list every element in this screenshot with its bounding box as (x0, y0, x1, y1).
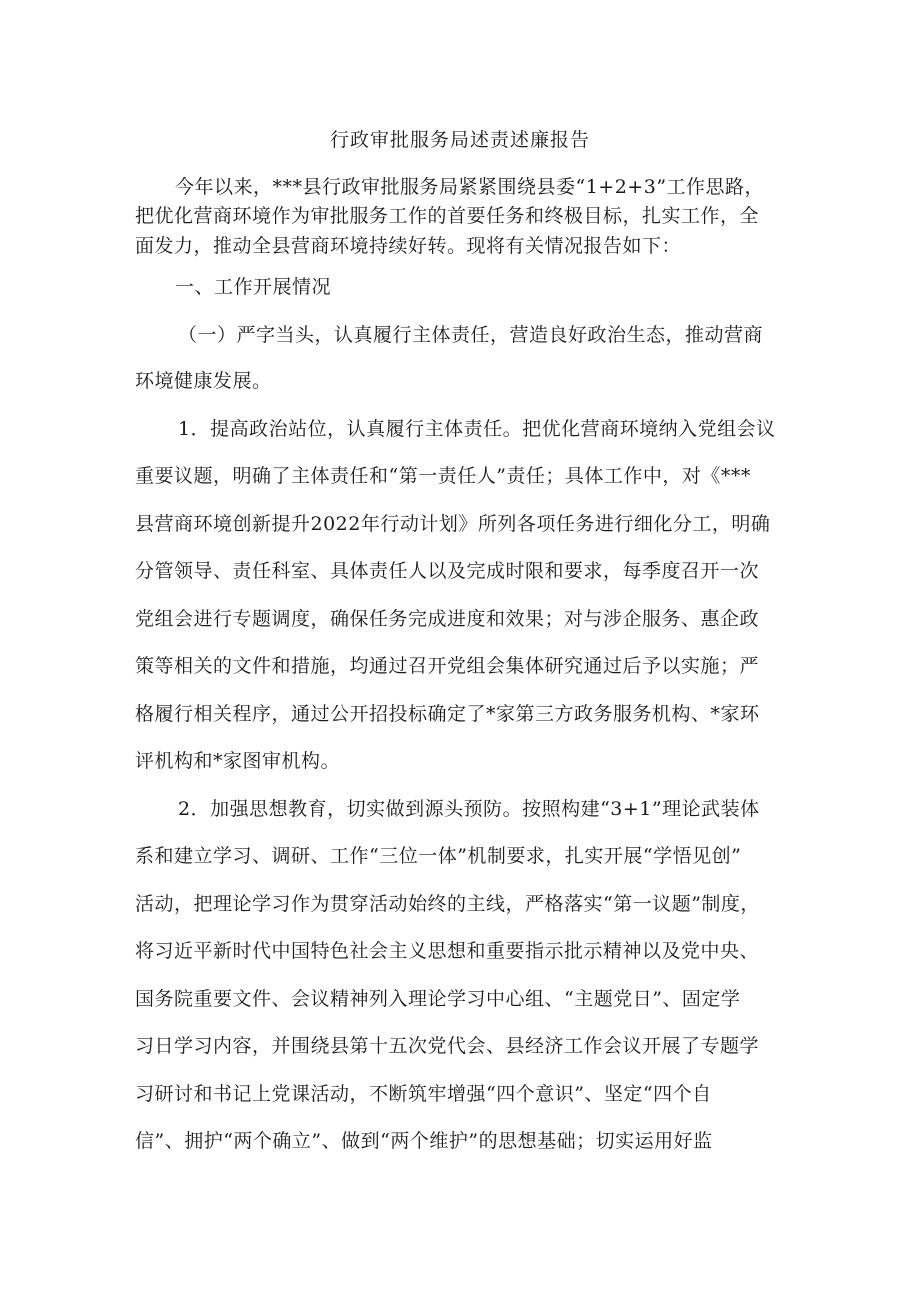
item1-line-2: 重要议题，明确了主体责任和“第一责任人”责任；具体工作中，对《*** (135, 465, 751, 487)
subsection-line-2: 环境健康发展。 (135, 370, 272, 392)
document-title: 行政审批服务局述责述廉报告 (329, 129, 590, 151)
intro-line-2: 把优化营商环境作为审批服务工作的首要任务和终极目标，扎实工作，全 (135, 205, 760, 227)
item1-line-4: 分管领导、责任科室、具体责任人以及完成时限和要求，每季度召开一次 (135, 560, 760, 582)
item1-line-3: 县营商环境创新提升2022年行动计划》所列各项任务进行细化分工，明确 (135, 513, 771, 535)
item2-line-3: 活动，把理论学习作为贯穿活动始终的主线，严格落实“第一议题”制度， (135, 893, 760, 915)
intro-line-3: 面发力，推动全县营商环境持续好转。现将有关情况报告如下： (135, 235, 682, 257)
item1-line-7: 格履行相关程序，通过公开招投标确定了*家第三方政务服务机构、*家环 (135, 703, 760, 725)
intro-line-1: 今年以来，***县行政审批服务局紧紧围绕县委“1+2+3”工作思路， (175, 176, 765, 198)
item1-line-6: 策等相关的文件和措施，均通过召开党组会集体研究通过后予以实施；严 (135, 655, 760, 677)
subsection-line-1: （一）严字当头，认真履行主体责任，营造良好政治生态，推动营商 (178, 324, 764, 346)
item2-line-5: 国务院重要文件、会议精神列入理论学习中心组、“主题党日”、固定学 (135, 988, 741, 1010)
item2-line-4: 将习近平新时代中国特色社会主义思想和重要指示批示精神以及党中央、 (135, 940, 760, 962)
item2-line-8: 信”、拥护“两个确立”、做到“两个维护”的思想基础；切实运用好监 (135, 1130, 713, 1152)
item2-line-2: 系和建立学习、调研、工作“三位一体”机制要求，扎实开展“学悟见创” (135, 845, 742, 867)
item1-line-1: 1．提高政治站位，认真履行主体责任。把优化营商环境纳入党组会议 (178, 418, 776, 440)
item2-line-7: 习研讨和书记上党课活动，不断筑牢增强“四个意识”、坚定“四个自 (135, 1083, 712, 1105)
item2-line-1: 2．加强思想教育，切实做到源头预防。按照构建“3+1”理论武装体 (178, 798, 760, 820)
item2-line-6: 习日学习内容，并围绕县第十五次党代会、县经济工作会议开展了专题学 (135, 1035, 760, 1057)
section-heading: 一、工作开展情况 (175, 276, 332, 298)
item1-line-5: 党组会进行专题调度，确保任务完成进度和效果；对与涉企服务、惠企政 (135, 608, 760, 630)
item1-line-8: 评机构和*家图审机构。 (135, 750, 341, 772)
